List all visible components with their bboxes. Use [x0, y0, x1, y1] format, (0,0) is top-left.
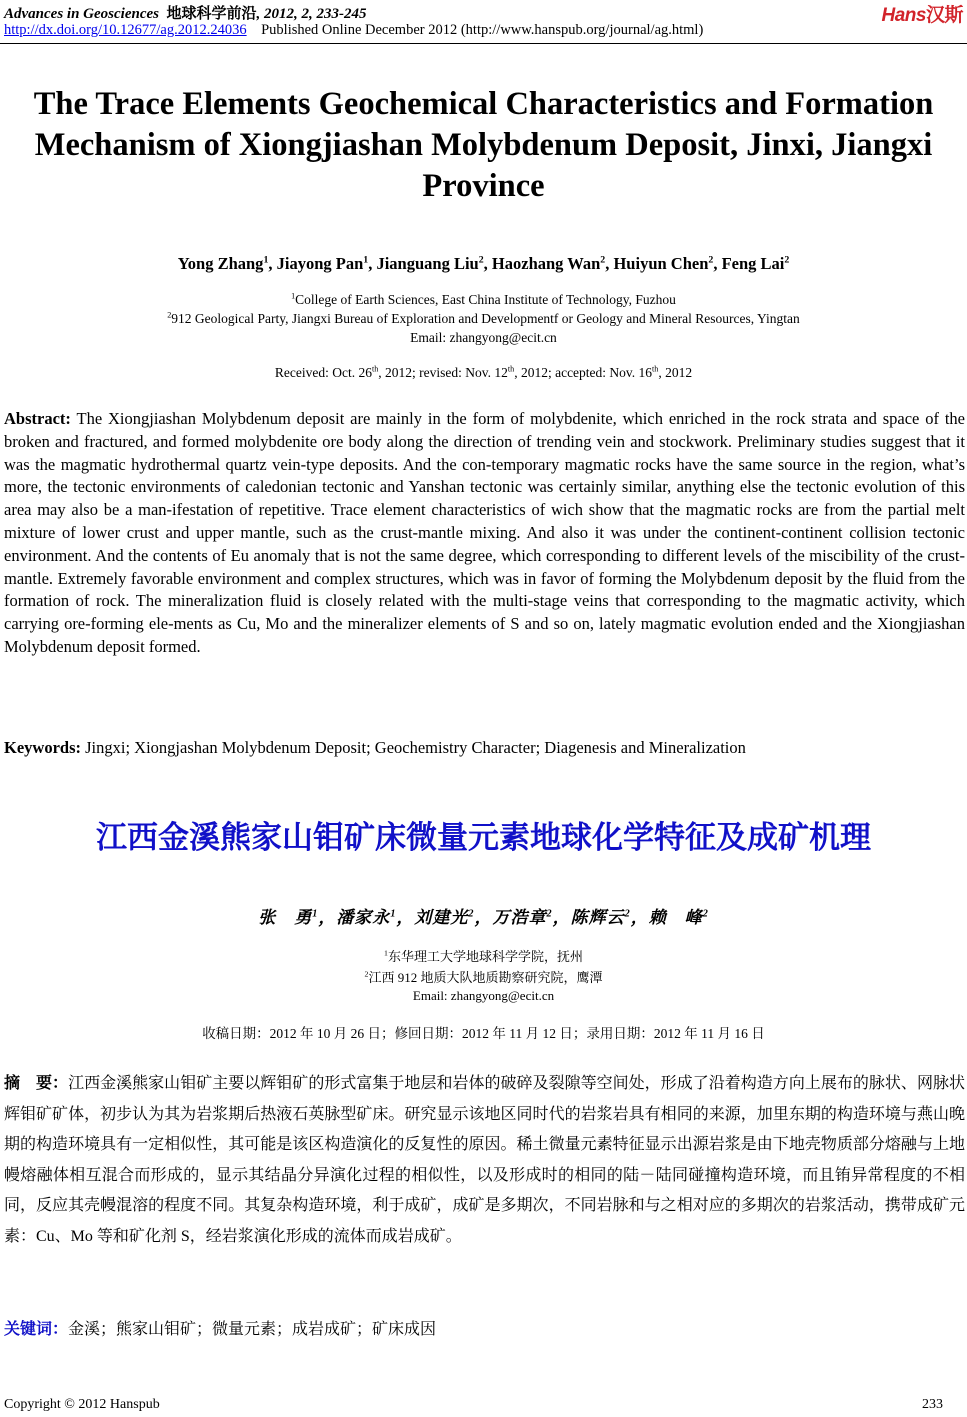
abstract-label: Abstract: [4, 409, 71, 428]
cn-author: 赖 峰$^2$ [648, 908, 709, 927]
abstract-cn [4, 1068, 965, 1252]
keywords-text: Jingxi; Xiongjashan Molybdenum Deposit; Geochemistry Character; Diagenesis and Mineralization [85, 738, 746, 757]
affiliation-cn-2: $^2$江西 912 地质大队地质勘察研究院，鹰潭 [364, 969, 603, 985]
en-author: Yong Zhang$^1$, [177, 254, 277, 273]
abstract-en [4, 408, 965, 659]
en-author: Feng Lai$^2$ [721, 254, 790, 273]
abstract-cn-text: 江西金溪熊家山钼矿主要以辉钼矿的形式富集于地层和岩体的破碎及裂隙等空间处，形成了沿着构造方向上展布的脉状、网脉状辉钼矿矿体，初步认为其为岩浆期后热液石英脉型矿床。研究显示该地区同时代的岩浆岩具有相同的来源，加里东期的构造环境与燕山晚期的构造环境具有一定相似性，其可能是该区构造演化的反复性的原因。稀土微量元素特征显示出源岩浆是由下地壳物质部分熔融与上地幔熔融体相互混合而形成的，显示其结晶分异演化过程的相似性，以及形成时的相同的陆－陆同碰撞构造环境，而且铕异常程度的不相同，反应其壳幔混溶的程度不同。其复杂构造环境，利于成矿，成矿是多期次，不同岩脉和与之相对应的多期次的岩浆活动，携带成矿元素：Cu、Mo 等和矿化剂 S，经岩浆演化形成的流体而成岩成矿。 [4, 1075, 965, 1245]
keywords-label: Keywords: [4, 738, 81, 757]
cn-author: 潘家永$^1$， [336, 908, 415, 927]
en-author: Haozhang Wan$^2$, [491, 254, 614, 273]
author-list-cn [0, 903, 967, 928]
cn-author: 刘建光$^2$， [414, 908, 493, 927]
copyright: Copyright © 2012 Hanspub [4, 1397, 160, 1412]
journal-name: Advances in Geosciences [4, 6, 159, 22]
journal-issue: , 2012, 2, 233-245 [256, 6, 367, 22]
journal-name-cn: 地球科学前沿 [166, 6, 257, 22]
publisher-logo: Hans汉斯 [881, 5, 963, 26]
doi-link[interactable]: http://dx.doi.org/10.12677/ag.2012.24036 [4, 22, 247, 38]
cn-author: 张 勇$^1$， [258, 908, 337, 927]
keywords-cn [4, 1316, 965, 1339]
en-author: Jiayong Pan$^1$, [276, 254, 377, 273]
paper-title-cn: 江西金溪熊家山钼矿床微量元素地球化学特征及成矿机理 [96, 820, 871, 856]
abstract-text: The Xiongjiashan Molybdenum deposit are mainly in the form of molybdenite, which enriched in the rock strata and space of the broken and fractured, and formed molybdenite ore body along the direction of trending vein and stockwork. Preliminary studies suggest that it was the magmatic hydrothermal quartz vein-type deposits. And the con-temporary magmatic rocks have the same source in the region, what’s more, the tectonic environments of caledonian tectonic and Yanshan tectonic was certainly similar, anything else the tectonic evolution of this area may also be a man-ifestation of repetitive. Trace element characteristics of wich show that the magmatic rocks are from the partial melt mixture of lower crust and upper mantle, such as the crust-mantle mixing. And also it was under the continent-continent collision tectonic environment. And the contents of Eu anomaly that is not the same degree, which corresponding to different levels of the miscibility of the crust-mantle. Extremely favorable environment and complex structures, which was in favor of forming the Molybdenum deposit by the fluid from the formation of rock. The mineralization fluid is closely related with the multi-stage veins that corresponding to the magmatic activity, which carrying ore-forming ele-ments as Cu, Mo and the mineralizer elements of S and so on, lately magmatic evolution ended and the Xiongjiashan Molybdenum deposit formed. [4, 409, 965, 656]
cn-author: 陈辉云$^2$， [570, 908, 649, 927]
keywords-cn-label: 关键词： [4, 1319, 69, 1338]
keywords-cn-text: 金溪；熊家山钼矿；微量元素；成岩成矿；矿床成因 [68, 1321, 437, 1338]
header-divider [0, 43, 967, 44]
affiliation-cn-1: $^1$东华理工大学地球科学学院，抚州 [384, 948, 583, 964]
cn-author: 万浩章$^2$， [492, 908, 571, 927]
en-author: Huiyun Chen$^2$, [613, 254, 722, 273]
abstract-cn-label: 摘 要： [4, 1073, 69, 1092]
received-dates-en: Received: Oct. 26th, 2012; revised: Nov. 12th, 2012; accepted: Nov. 16th, 2012 [274, 364, 693, 380]
affiliation-en-1: $^1$College of Earth Sciences, East China Institute of Technology, Fuzhou [291, 291, 676, 307]
affiliation-en-2: $^2$912 Geological Party, Jiangxi Bureau of Exploration and Developmentf or Geology and Mineral Resources, Yingtan [167, 310, 800, 326]
keywords-en [4, 738, 965, 758]
paper-title-en: The Trace Elements Geochemical Characteristics and Formation Mechanism of Xiongjiashan Molybdenum Deposit, Jinxi, Jiangxi Province [33, 86, 934, 204]
email-en: Email: zhangyong@ecit.cn [410, 330, 557, 345]
email-cn: Email: zhangyong@ecit.cn [412, 988, 555, 1003]
page-number: 233 [922, 1397, 943, 1412]
published-online: Published Online December 2012 (http://www.hanspub.org/journal/ag.html) [261, 22, 704, 38]
doi-line [4, 22, 703, 39]
author-list-en [0, 254, 967, 274]
en-author: Jianguang Liu$^2$, [376, 254, 492, 273]
received-dates-cn: 收稿日期：2012 年 10 月 26 日；修回日期：2012 年 11 月 12 日；录用日期：2012 年 11 月 16 日 [202, 1026, 765, 1041]
running-header [4, 2, 367, 23]
